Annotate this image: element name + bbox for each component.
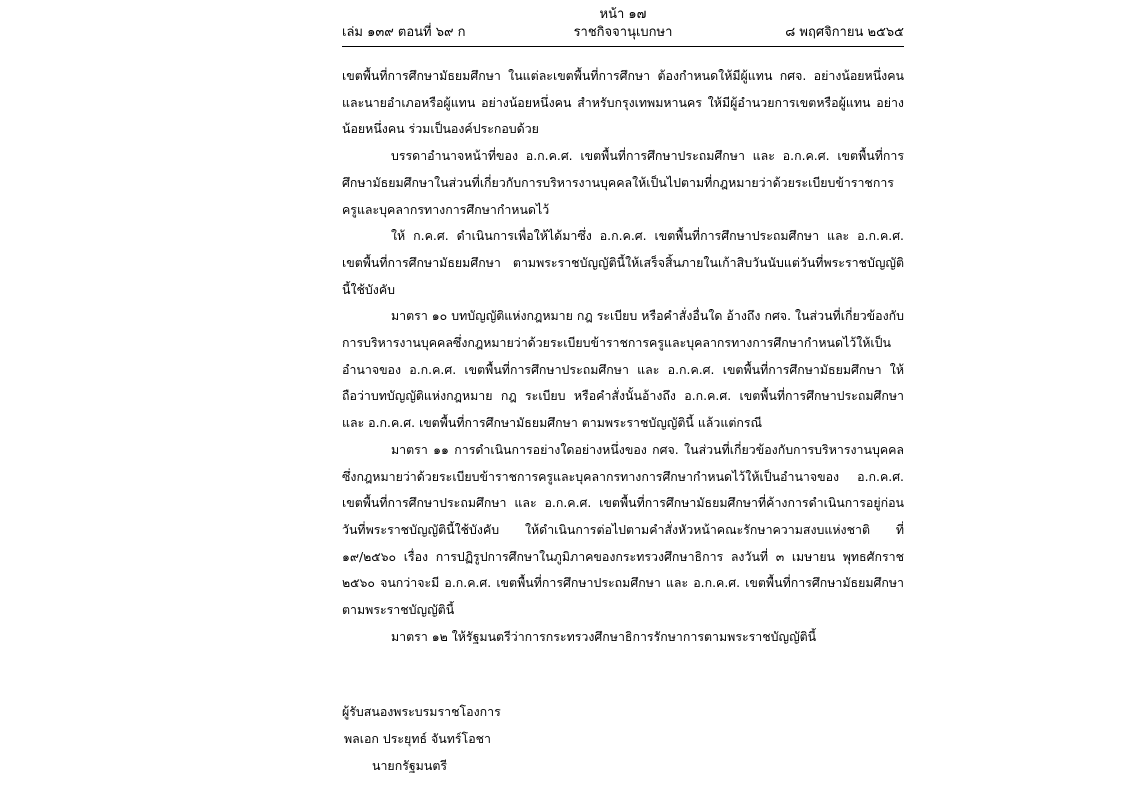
volume-issue: เล่ม ๑๓๙ ตอนที่ ๖๙ ก (342, 25, 466, 40)
section-12: มาตรา ๑๒ ให้รัฐมนตรีว่าการกระทรวงศึกษาธิการรักษาการตามพระราชบัญญัตินี้ (391, 628, 817, 644)
countersign-label: ผู้รับสนองพระบรมราชโองการ (342, 704, 501, 719)
section-11: มาตรา ๑๑ การดำเนินการอย่างใดอย่างหนึ่งของ กศจ. ในส่วนที่เกี่ยวข้องกับการบริหารงานบุคคลซึ่งกฎหมายว่าด้วยระเบียบข้าราชการครูและบุคลากรทางการศึกษากำหนดไว้ให้เป็นอำนาจของ อ.ก.ค.ศ. เขตพื้นที่การศึกษาประถมศึกษา และ อ.ก.ค.ศ. เขตพื้นที่การศึกษามัธยมศึกษาที่ค้างการดำเนินการอยู่ก่อนวันที่พระราชบัญญัตินี้ใช้บังคับ ให้ดำเนินการต่อไปตามคำสั่งหัวหน้าคณะรักษาความสงบแห่งชาติ ที่ ๑๙/๒๕๖๐ เรื่อง การปฏิรูปการศึกษาในภูมิภาคของกระทรวงศึกษาธิการ ลงวันที่ ๓ เมษายน พุทธศักราช ๒๕๖๐ จนกว่าจะมี อ.ก.ค.ศ. เขตพื้นที่การศึกษาประถมศึกษา และ อ.ก.ค.ศ. เขตพื้นที่การศึกษามัธยมศึกษา ตามพระราชบัญญัตินี้ (342, 441, 904, 618)
gazette-title: ราชกิจจานุเบกษา (573, 25, 673, 40)
gazette-header (342, 23, 904, 45)
section-10: มาตรา ๑๐ บทบัญญัติแห่งกฎหมาย กฎ ระเบียบ หรือคำสั่งอื่นใด อ้างถึง กศจ. ในส่วนที่เกี่ยวข้องกับการบริหารงานบุคคลซึ่งกฎหมายว่าด้วยระเบียบข้าราชการครูและบุคลากรทางการศึกษากำหนดไว้ให้เป็นอำนาจของ อ.ก.ค.ศ. เขตพื้นที่การศึกษาประถมศึกษา และ อ.ก.ค.ศ. เขตพื้นที่การศึกษามัธยมศึกษา ให้ถือว่าบทบัญญัติแห่งกฎหมาย กฎ ระเบียบ หรือคำสั่งนั้นอ้างถึง อ.ก.ค.ศ. เขตพื้นที่การศึกษาประถมศึกษา และ อ.ก.ค.ศ. เขตพื้นที่การศึกษามัธยมศึกษา ตามพระราชบัญญัตินี้ แล้วแต่กรณี (342, 308, 904, 431)
signatory-title: นายกรัฐมนตรี (372, 758, 448, 773)
header-divider (342, 46, 904, 47)
document-body (342, 63, 904, 650)
page-number: หน้า ๑๗ (599, 7, 647, 22)
gazette-page (342, 6, 904, 650)
publication-date: ๘ พฤศจิกายน ๒๕๖๕ (785, 25, 904, 40)
paragraph-procurement: ให้ ก.ค.ศ. ดำเนินการเพื่อให้ได้มาซึ่ง อ.ก.ค.ศ. เขตพื้นที่การศึกษาประถมศึกษา และ อ.ก.ค.ศ. เขตพื้นที่การศึกษามัธยมศึกษา ตามพระราชบัญญัตินี้ให้เสร็จสิ้นภายในเก้าสิบวันนับแต่วันที่พระราชบัญญัตินี้ใช้บังคับ (342, 228, 904, 297)
signatory-name: พลเอก ประยุทธ์ จันทร์โอชา (344, 731, 491, 746)
signature-block (342, 698, 501, 779)
paragraph-powers: บรรดาอำนาจหน้าที่ของ อ.ก.ค.ศ. เขตพื้นที่การศึกษาประถมศึกษา และ อ.ก.ค.ศ. เขตพื้นที่การศึกษามัธยมศึกษาในส่วนที่เกี่ยวกับการบริหารงานบุคคลให้เป็นไปตามที่กฎหมายว่าด้วยระเบียบข้าราชการครูและบุคลากรทางการศึกษากำหนดไว้ (342, 148, 904, 217)
paragraph-continued: เขตพื้นที่การศึกษามัธยมศึกษา ในแต่ละเขตพื้นที่การศึกษา ต้องกำหนดให้มีผู้แทน กศจ. อย่างน้อยหนึ่งคน และนายอำเภอหรือผู้แทน อย่างน้อยหนึ่งคน สำหรับกรุงเทพมหานคร ให้มีผู้อำนวยการเขตหรือผู้แทน อย่างน้อยหนึ่งคน ร่วมเป็นองค์ประกอบด้วย (342, 68, 904, 137)
